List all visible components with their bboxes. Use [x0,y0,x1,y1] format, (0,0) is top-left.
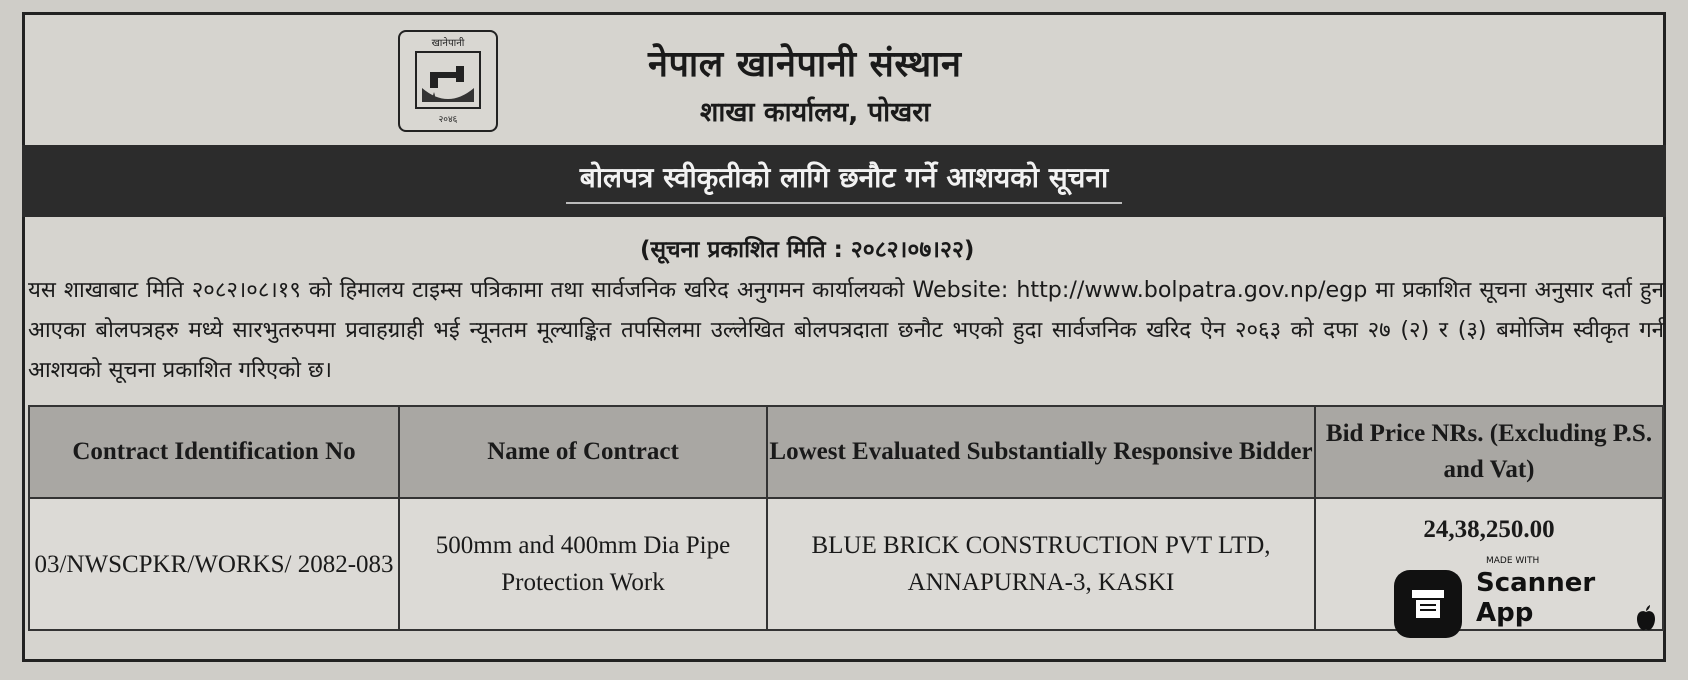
table-header-row [29,406,1663,498]
cell-contract-name: 500mm and 400mm Dia Pipe Protection Work [399,498,767,630]
published-date: (सूचना प्रकाशित मिति : २०८२।०७।२२) [640,237,975,263]
water-tap-logo-icon [400,32,496,130]
organization-name: नेपाल खानेपानी संस्थान [648,44,962,85]
watermark-app-name: Scanner App [1476,568,1596,628]
logo-top-text: खानेपानी [431,38,465,49]
logo-bottom-text: २०४६ [438,115,458,125]
header-bidder: Lowest Evaluated Substantially Responsive Bidder [767,406,1315,498]
cell-contract-id: 03/NWSCPKR/WORKS/ 2082-083 [29,498,399,630]
notice-title: बोलपत्र स्वीकृतीको लागि छनौट गर्ने आशयको सूचना [566,158,1123,204]
branch-office: शाखा कार्यालय, पोखरा [700,97,931,128]
header-contract-name: Name of Contract [399,406,767,498]
header-bid-price: Bid Price NRs. (Excluding P.S. and Vat) [1315,406,1663,498]
scanner-app-watermark [1394,556,1664,640]
cell-bidder: BLUE BRICK CONSTRUCTION PVT LTD, ANNAPURNA-3, KASKI [767,498,1315,630]
notice-title-banner [22,145,1666,217]
header-contract-id: Contract Identification No [29,406,399,498]
scanner-app-icon [1394,570,1462,638]
cell-bid-price: 24,38,250.00 [1315,498,1663,630]
organization-logo [398,30,498,132]
apple-icon [1634,604,1658,632]
notice-body: यस शाखाबाट मिति २०८२।०८।१९ को हिमालय टाइम्स पत्रिकामा तथा सार्वजनिक खरिद अनुगमन कार्यालयको Website: http://www.bolpatra.gov.np/egp मा प्रकाशित सूचना अनुसार दर्ता हुन आएका बोलपत्रहरु मध्ये सारभुतरुपमा प्रवाहग्राही भई न्यूनतम मूल्याङ्कित तपसिलमा उल्लेखित बोलपत्रदाता छनौट भएको हुदा सार्वजनिक खरिद ऐन २०६३ को दफा २७ (२) र (३) बमोजिम स्वीकृत गर्न आशयको सूचना प्रकाशित गरिएको छ। [28,277,1664,383]
watermark-small-text: MADE WITH [1486,556,1540,566]
